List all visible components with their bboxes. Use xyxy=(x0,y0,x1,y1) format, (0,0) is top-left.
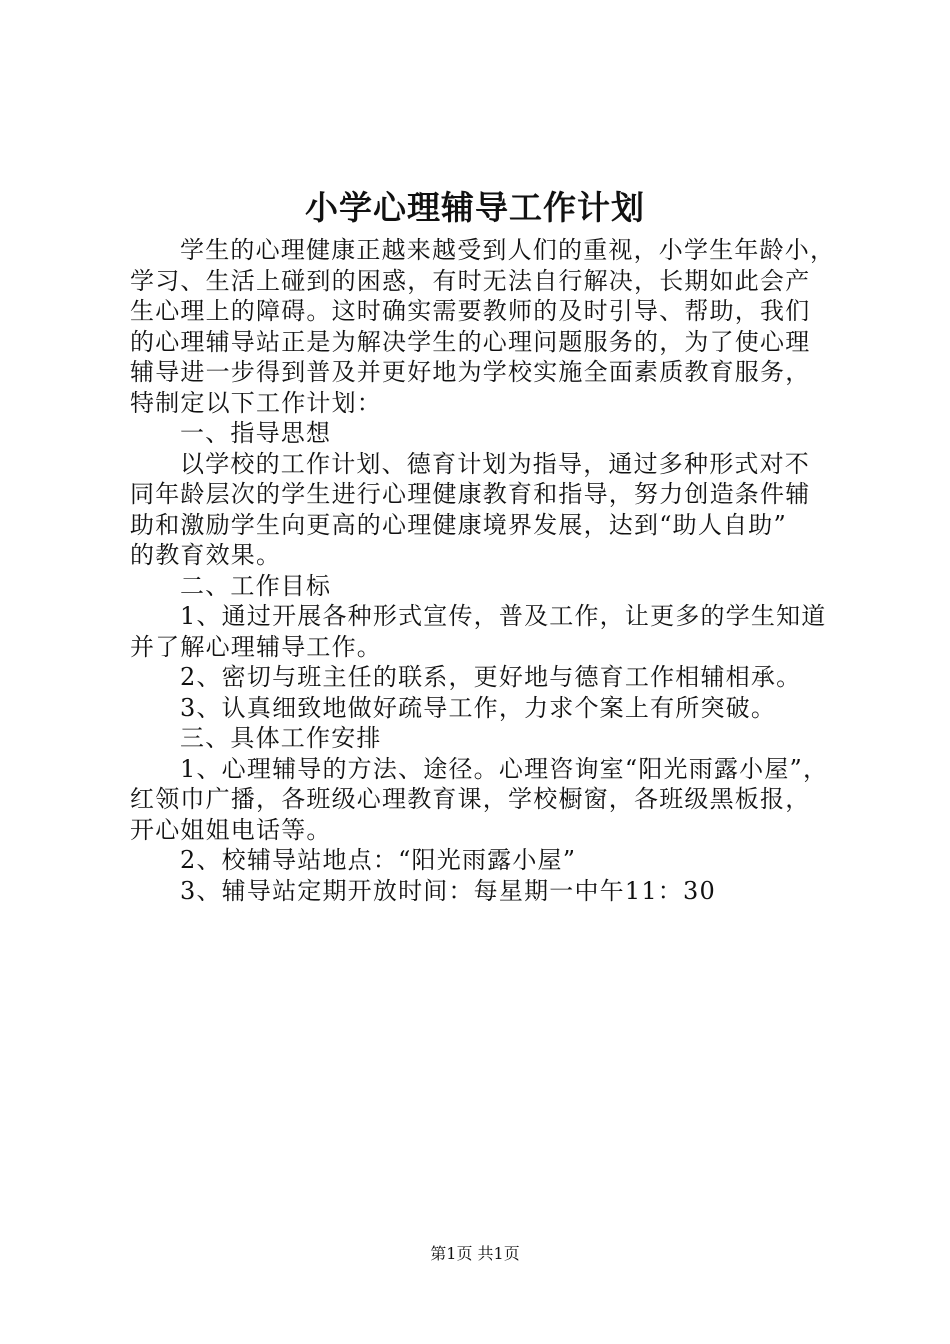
document-title: 小学心理辅导工作计划 xyxy=(305,188,645,227)
body-line: 开心姐姐电话等。 xyxy=(130,815,332,844)
list-item: 3、认真细致地做好疏导工作，力求个案上有所突破。 xyxy=(180,693,777,722)
section-heading: 二、工作目标 xyxy=(180,571,332,600)
body-line: 的心理辅导站正是为解决学生的心理问题服务的，为了使心理 xyxy=(130,327,811,356)
body-line: 同年龄层次的学生进行心理健康教育和指导，努力创造条件辅 xyxy=(130,480,811,508)
section-heading: 一、指导思想 xyxy=(180,419,332,447)
body-line: 特制定以下工作计划： xyxy=(130,388,382,417)
body-line: 红领巾广播，各班级心理教育课，学校橱窗，各班级黑板报， xyxy=(130,785,811,813)
list-item: 2、密切与班主任的联系，更好地与德育工作相辅相承。 xyxy=(180,663,802,691)
document-body xyxy=(130,235,835,906)
section-heading: 三、具体工作安排 xyxy=(180,724,382,752)
list-item: 3、辅导站定期开放时间：每星期一中午11：30 xyxy=(180,876,716,905)
list-item: 1、心理辅导的方法、途径。心理咨询室“阳光雨露小屋”， xyxy=(180,754,829,783)
list-item: 1、通过开展各种形式宣传，普及工作，让更多的学生知道 xyxy=(180,602,827,630)
body-line: 以学校的工作计划、德育计划为指导，通过多种形式对不 xyxy=(180,449,810,478)
list-item: 2、校辅导站地点：“阳光雨露小屋” xyxy=(180,846,577,874)
body-line: 并了解心理辅导工作。 xyxy=(130,632,382,661)
page-footer: 第1页 共1页 xyxy=(430,1244,520,1263)
body-line: 学生的心理健康正越来越受到人们的重视，小学生年龄小， xyxy=(180,236,836,264)
body-line: 生心理上的障碍。这时确实需要教师的及时引导、帮助，我们 xyxy=(130,297,811,325)
body-line: 助和激励学生向更高的心理健康境界发展，达到“助人自助” xyxy=(130,510,787,539)
body-line: 学习、生活上碰到的困惑，有时无法自行解决，长期如此会产 xyxy=(130,266,811,295)
body-line: 的教育效果。 xyxy=(130,541,282,569)
body-line: 辅导进一步得到普及并更好地为学校实施全面素质教育服务， xyxy=(130,358,811,386)
